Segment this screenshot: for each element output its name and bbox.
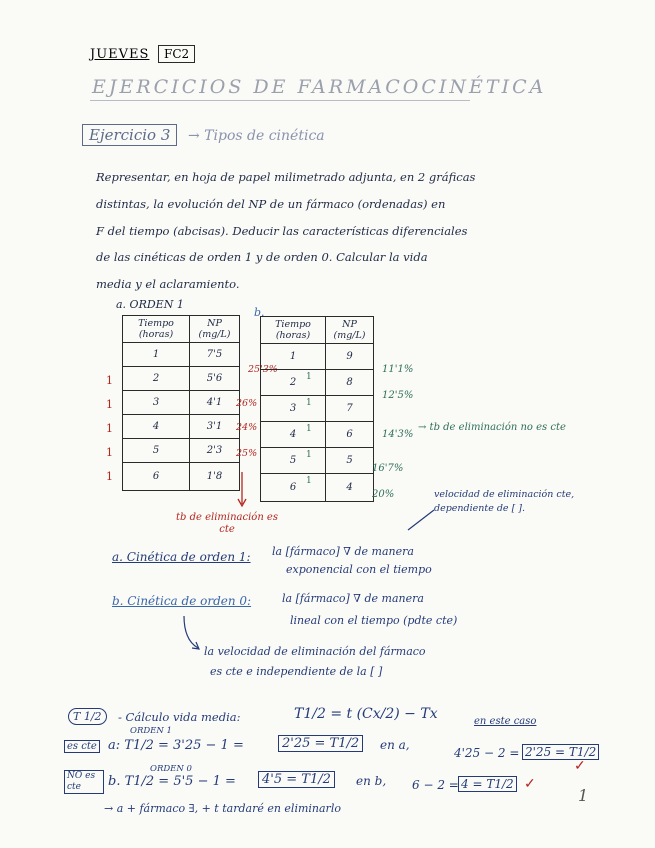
es-cte-tag: es cte xyxy=(64,740,100,753)
table-cell: 6 xyxy=(123,463,190,491)
calc-right-box-a: 2'25 = T1/2 xyxy=(522,744,599,760)
calc-line-a: a: T1/2 = 3'25 − 1 = xyxy=(108,738,244,753)
arrow-icon xyxy=(180,614,204,654)
table-b-label: b. xyxy=(254,306,265,319)
percent-drop: 25'3% xyxy=(248,364,278,375)
table-a-label: a. ORDEN 1 xyxy=(116,298,184,311)
table-cell: 5 xyxy=(123,439,190,463)
orden-1-label: ORDEN 1 xyxy=(130,726,172,736)
conclusion-b-text: lineal con el tiempo (pdte cte) xyxy=(290,614,458,627)
percent-drop: 24% xyxy=(236,422,258,433)
conclusion-a-label: a. Cinética de orden 1: xyxy=(112,550,251,564)
percent-drop: 11'1% xyxy=(382,364,414,375)
down-arrow-icon xyxy=(236,470,248,510)
conclusion-a-text: la [fármaco] ∇ de manera xyxy=(272,545,414,558)
table-cell: 2'3 xyxy=(190,439,240,463)
conclusion-c-text: la velocidad de eliminación del fármaco xyxy=(204,645,426,658)
table-b xyxy=(260,316,374,502)
calc-right-box-b: 4 = T1/2 xyxy=(458,776,517,792)
table-cell: 4 xyxy=(326,474,374,502)
interval-mark: 1 xyxy=(106,446,113,459)
table-cell: 7 xyxy=(326,396,374,422)
table-cell: 4 xyxy=(261,422,326,448)
t-half-tag: T 1/2 xyxy=(68,708,107,725)
calc-line-b: b. T1/2 = 5'5 − 1 = xyxy=(108,774,236,789)
table-b-note-right: → tb de eliminación no es cte xyxy=(418,422,566,433)
table-cell: 2 xyxy=(261,370,326,396)
table-a-header-time: Tiempo (horas) xyxy=(123,316,190,343)
page-title: EJERCICIOS DE FARMACOCINÉTICA xyxy=(92,76,547,98)
statement-line: media y el aclaramiento. xyxy=(96,277,240,291)
exercise-label: Ejercicio 3 xyxy=(82,124,177,146)
table-b-header-time: Tiempo (horas) xyxy=(261,317,326,344)
table-cell: 5 xyxy=(261,448,326,474)
calc-right-a: 4'25 − 2 = xyxy=(454,746,520,760)
percent-drop: 25% xyxy=(236,448,258,459)
en-este-caso: en este caso xyxy=(474,716,537,727)
table-cell: 1'8 xyxy=(190,463,240,491)
calc-after-b: en b, xyxy=(356,774,387,788)
interval-mark: 1 xyxy=(306,398,312,408)
percent-drop: 12'5% xyxy=(382,390,414,401)
table-cell: 7'5 xyxy=(190,343,240,367)
conclusion-b-label: b. Cinética de orden 0: xyxy=(112,594,252,608)
interval-mark: 1 xyxy=(106,422,113,435)
statement-line: Representar, en hoja de papel milimetrado adjunta, en 2 gráficas xyxy=(96,170,476,184)
table-cell: 2 xyxy=(123,367,190,391)
table-cell: 5'6 xyxy=(190,367,240,391)
table-cell: 9 xyxy=(326,344,374,370)
table-cell: 3'1 xyxy=(190,415,240,439)
conclusion-c-text: es cte e independiente de la [ ] xyxy=(210,665,383,678)
interval-mark: 1 xyxy=(306,424,312,434)
table-cell: 3 xyxy=(123,391,190,415)
calc-after-a: en a, xyxy=(380,738,410,752)
table-cell: 8 xyxy=(326,370,374,396)
table-b-header-np: NP (mg/L) xyxy=(326,317,374,344)
header-code: FC2 xyxy=(158,45,195,63)
conclusion-a-text: exponencial con el tiempo xyxy=(286,563,432,576)
exercise-topic: → Tipos de cinética xyxy=(188,128,325,144)
table-cell: 1 xyxy=(123,343,190,367)
interval-mark: 1 xyxy=(106,470,113,483)
arrow-icon xyxy=(402,506,438,534)
table-b-note-below: velocidad de eliminación cte, dependiente de [ ]. xyxy=(434,489,575,514)
page-number: 1 xyxy=(578,786,589,805)
interval-mark: 1 xyxy=(306,450,312,460)
percent-drop: 26% xyxy=(236,398,258,409)
table-cell: 6 xyxy=(261,474,326,502)
table-a-note: tb de eliminación es cte xyxy=(176,512,278,535)
percent-drop: 16'7% xyxy=(372,463,404,474)
calc-last-line: → a + fármaco ∃, + t tardaré en eliminarlo xyxy=(104,802,341,815)
formula: T1/2 = t (Cx/2) − Tx xyxy=(294,706,438,722)
statement-line: distintas, la evolución del NP de un fármaco (ordenadas) en xyxy=(96,197,446,211)
statement-line: de las cinéticas de orden 1 y de orden 0. Calcular la vida xyxy=(96,250,428,264)
interval-mark: 1 xyxy=(306,372,312,382)
calc-box-a: 2'25 = T1/2 xyxy=(278,735,363,752)
statement-line: F del tiempo (abcisas). Deducir las características diferenciales xyxy=(96,224,468,238)
interval-mark: 1 xyxy=(306,476,312,486)
calc-box-b: 4'5 = T1/2 xyxy=(258,771,335,788)
table-cell: 6 xyxy=(326,422,374,448)
interval-mark: 1 xyxy=(106,374,113,387)
check-icon: ✓ xyxy=(574,758,586,774)
table-cell: 4 xyxy=(123,415,190,439)
table-a xyxy=(122,315,240,491)
table-cell: 4'1 xyxy=(190,391,240,415)
interval-mark: 1 xyxy=(106,398,113,411)
title-underline xyxy=(90,100,470,101)
check-icon: ✓ xyxy=(524,776,536,792)
calc-right-b: 6 − 2 = xyxy=(412,778,459,792)
conclusion-b-text: la [fármaco] ∇ de manera xyxy=(282,592,424,605)
percent-drop: 14'3% xyxy=(382,429,414,440)
orden-0-label: ORDEN 0 xyxy=(150,764,192,774)
percent-drop: 20% xyxy=(372,489,395,500)
table-a-header-np: NP (mg/L) xyxy=(190,316,240,343)
header-day: JUEVES xyxy=(90,47,150,62)
table-cell: 3 xyxy=(261,396,326,422)
table-cell: 5 xyxy=(326,448,374,474)
formula-label: - Cálculo vida media: xyxy=(118,710,241,724)
no-es-cte-tag: NO es cte xyxy=(64,770,104,794)
table-cell: 1 xyxy=(261,344,326,370)
